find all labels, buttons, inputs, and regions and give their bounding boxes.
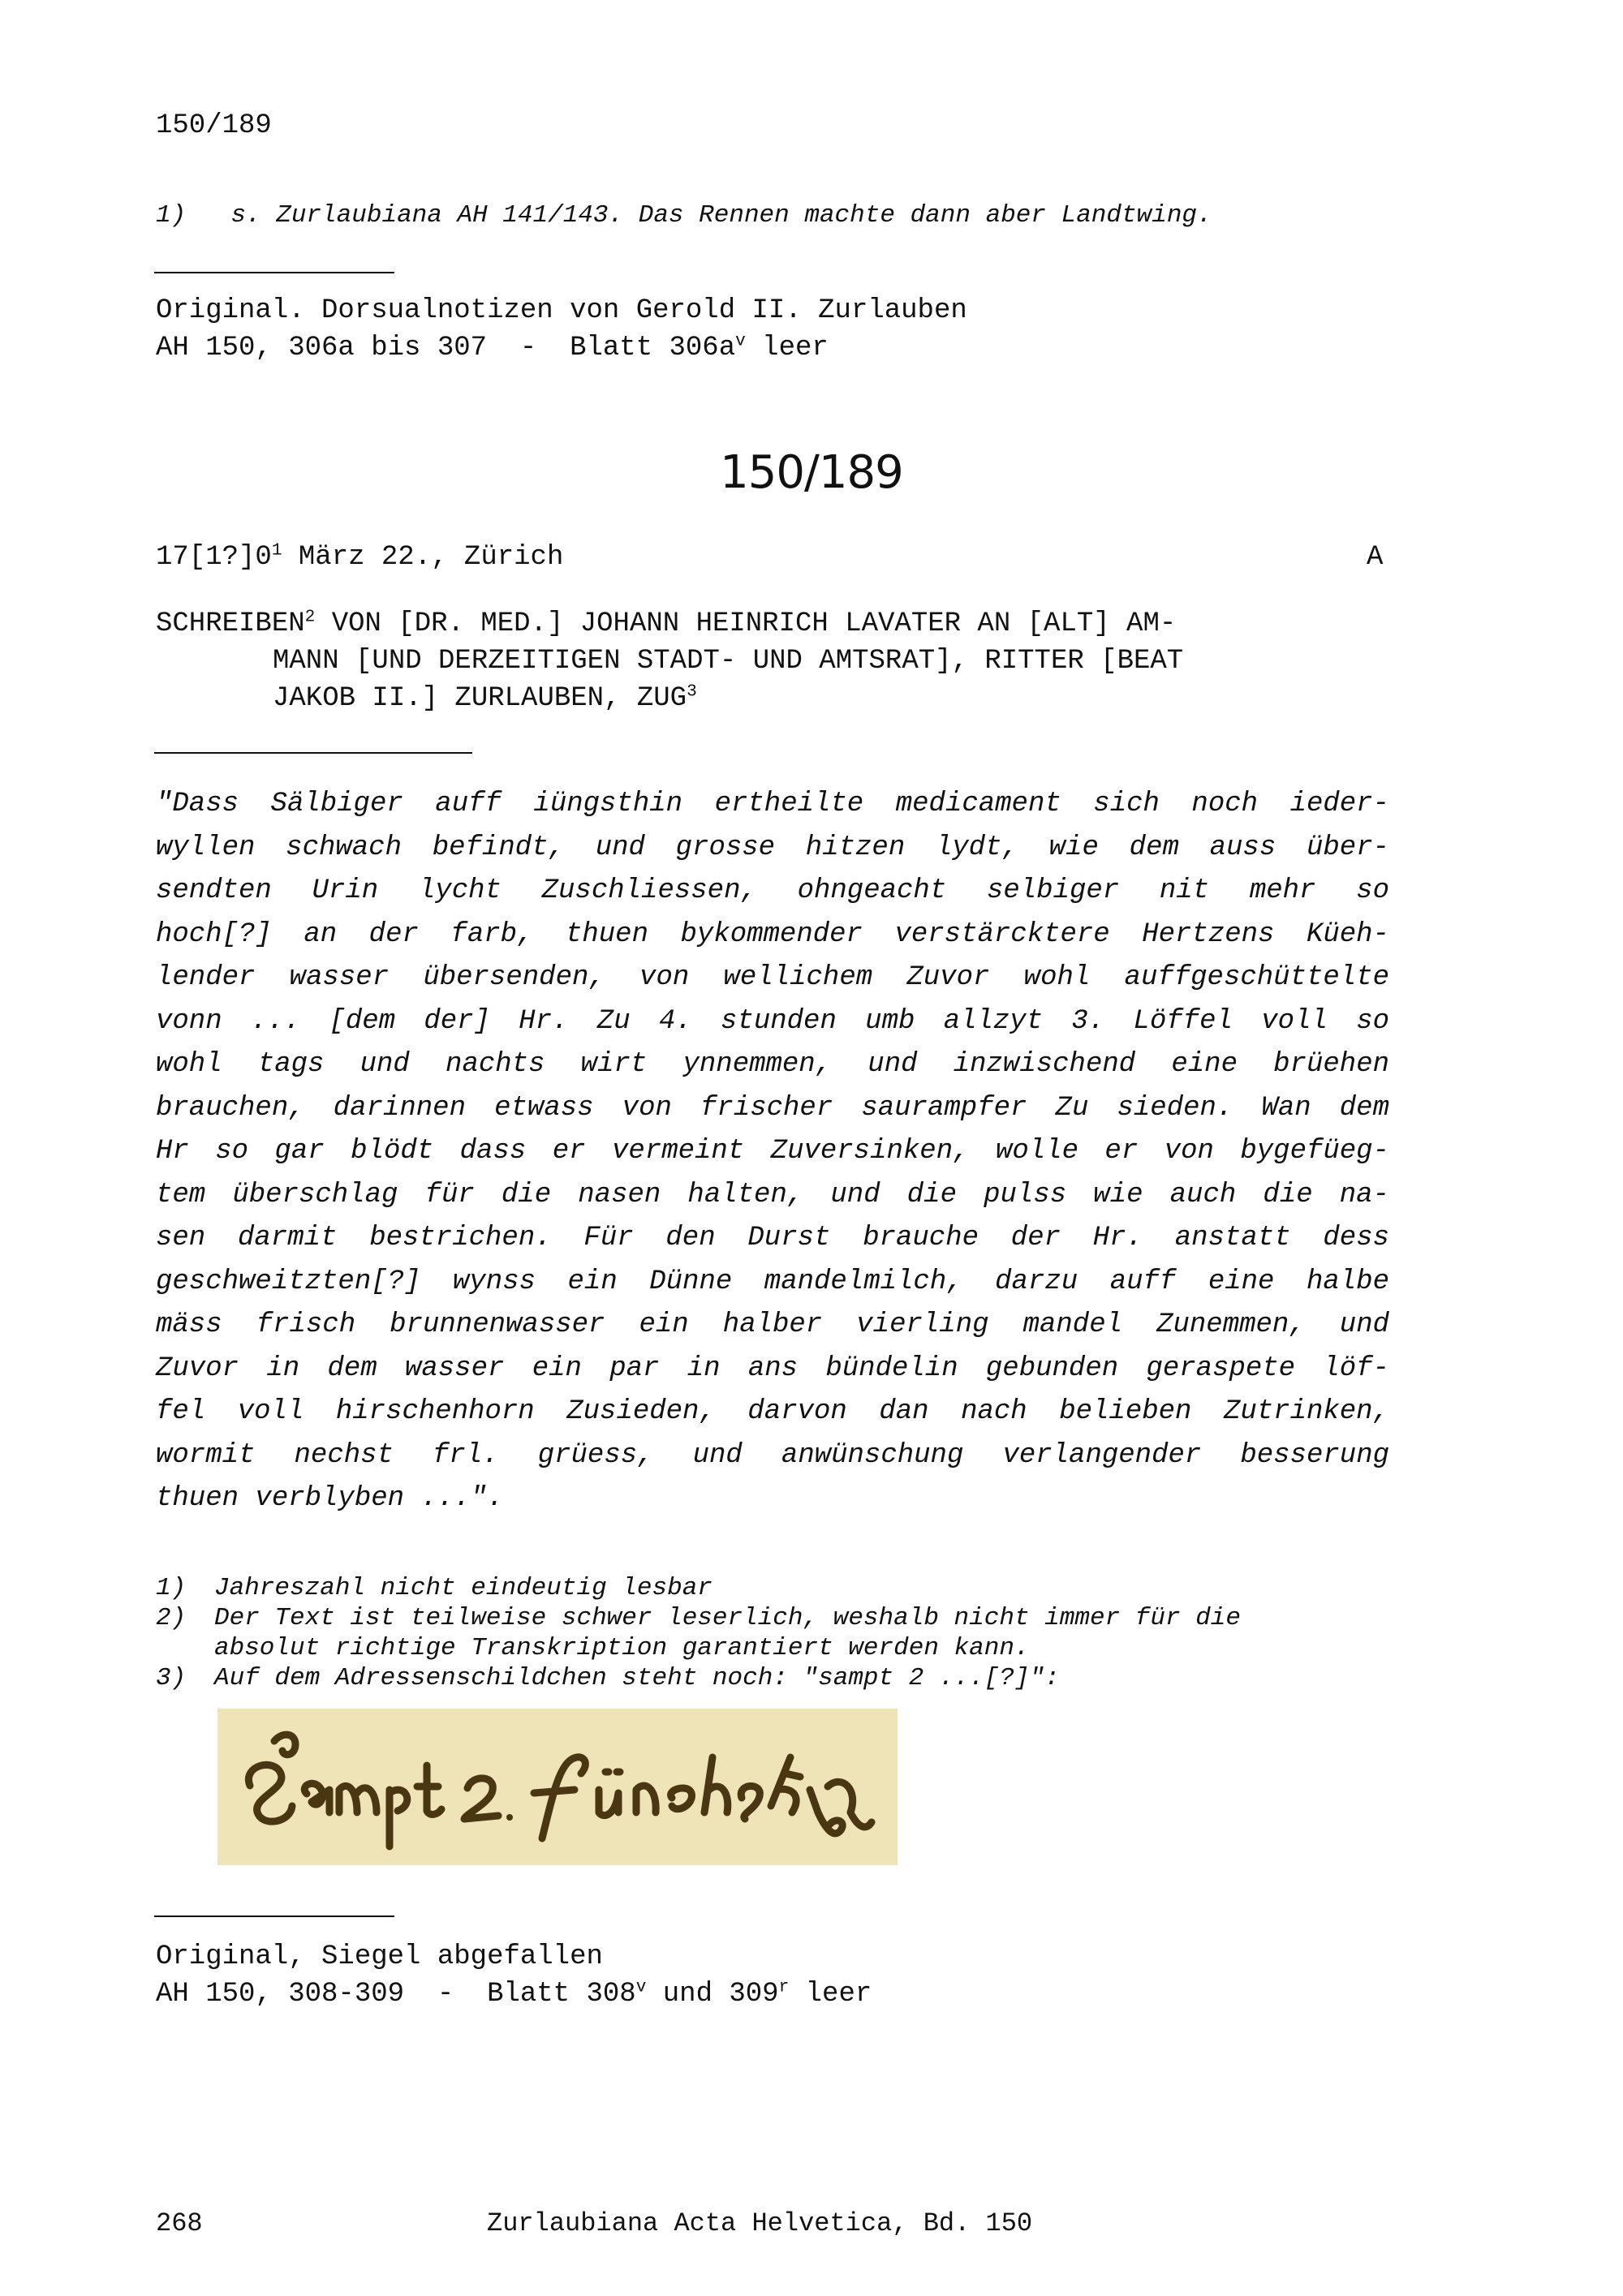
prev-footnote-text: s. Zurlaubiana AH 141/143. Das Rennen machte dann aber Landtwing. xyxy=(230,201,1212,230)
publication-title: Zurlaubiana Acta Helvetica, Bd. 150 xyxy=(487,2208,1033,2238)
quote-line: Zuvor in dem wasser ein par in ans bündelin gebunden geraspete löf- xyxy=(156,1352,1389,1384)
quote-line: tem überschlag für die nasen halten, und die pulss wie auch die na- xyxy=(156,1179,1389,1210)
quote-line: thuen verblyben ...". xyxy=(156,1483,504,1514)
footnote-item: 1) Jahreszahl nicht eindeutig lesbar xyxy=(156,1574,712,1602)
handwriting-scan xyxy=(217,1709,898,1865)
quote-line: mäss frisch brunnenwasser ein halber vierling mandel Zunemmen, und xyxy=(156,1309,1389,1340)
prev-source-line2: AH 150, 306a bis 307 - Blatt $306a^v$ leer xyxy=(156,331,829,363)
quote-line: sen darmit bestrichen. Für den Durst brauche der Hr. anstatt dess xyxy=(156,1223,1389,1253)
source-divider xyxy=(154,1915,394,1917)
quote-line: fel voll hirschenhorn Zusieden, darvon dan nach belieben Zutrinken, xyxy=(156,1396,1389,1427)
quote-line: vonn ... [dem der] Hr. Zu 4. stunden umb allzyt 3. Löffel voll so xyxy=(156,1005,1389,1037)
footnotes xyxy=(156,1573,1241,1693)
quote-line: wyllen schwach befindt, und grosse hitzen lydt, wie dem auss über- xyxy=(156,832,1389,863)
prev-source-line1: Original. Dorsualnotizen von Gerold II. Zurlauben xyxy=(156,295,967,326)
quote-text xyxy=(156,783,1389,1521)
quote-line: sendten Urin lycht Zuschliessen, ohngeacht selbiger nit mehr so xyxy=(156,875,1389,906)
page-number: 268 xyxy=(156,2208,203,2238)
document-date: $17[1?]0^1$ März 22., Zürich xyxy=(156,540,564,573)
footnote-item: 2) Der Text ist teilweise schwer leserlich, weshalb nicht immer für die absolut richtige Transkription garantiert werden kann. xyxy=(156,1604,1242,1662)
quote-line: "Dass Sälbiger auff iüngsthin ertheilte medicament sich noch ieder- xyxy=(156,789,1389,819)
quote-line: wohl tags und nachts wirt ynnemmen, und inzwischend eine brüehen xyxy=(156,1049,1389,1080)
prev-footnote-number: 1) xyxy=(156,201,187,230)
quote-line: lender wasser übersenden, von wellichem Zuvor wohl auffgeschüttelte xyxy=(156,962,1389,993)
handwriting-image xyxy=(217,1709,898,1865)
running-number: 150/189 xyxy=(156,110,272,141)
document-category: A xyxy=(1367,542,1384,573)
quote-line: wormit nechst frl. grüess, und anwünschung verlangender besserung xyxy=(156,1439,1389,1471)
quote-line: brauchen, darinnen etwass von frischer saurampfer Zu sieden. Wan dem xyxy=(156,1092,1389,1124)
title-line-2: MANN [UND DERZEITIGEN STADT- UND AMTSRAT], RITTER [BEAT xyxy=(273,646,1184,677)
prev-footnote xyxy=(156,201,1212,230)
document-number: 150/189 xyxy=(720,446,903,499)
quote-line: Hr so gar blödt dass er vermeint Zuversinken, wolle er von bygefüeg- xyxy=(156,1136,1389,1167)
footnote-item: 3) Auf dem Adressenschildchen steht noch: "sampt 2 ...[?]": xyxy=(156,1664,1060,1692)
title-line-3: JAKOB II.] ZURLAUBEN, ZUG$^3$ xyxy=(273,681,697,714)
footnote-divider xyxy=(154,272,394,273)
document-title xyxy=(156,605,1183,717)
source-note xyxy=(156,1938,872,2013)
prev-source-note xyxy=(156,292,967,367)
source-line1: Original, Siegel abgefallen xyxy=(156,1941,603,1972)
title-line-1: SCHREIBEN$^2$ VON [DR. MED.] JOHANN HEINRICH LAVATER AN [ALT] AM- xyxy=(156,607,1177,639)
source-line2: AH 150, 308-309 - Blatt 308$^v$ und 309$^r$ leer xyxy=(156,1977,872,2010)
quote-line: hoch[?] an der farb, thuen bykommender verstärcktere Hertzens Küeh- xyxy=(156,918,1389,950)
title-divider xyxy=(154,752,472,754)
quote-line: geschweitzten[?] wynss ein Dünne mandelmilch, darzu auff eine halbe xyxy=(156,1266,1389,1297)
